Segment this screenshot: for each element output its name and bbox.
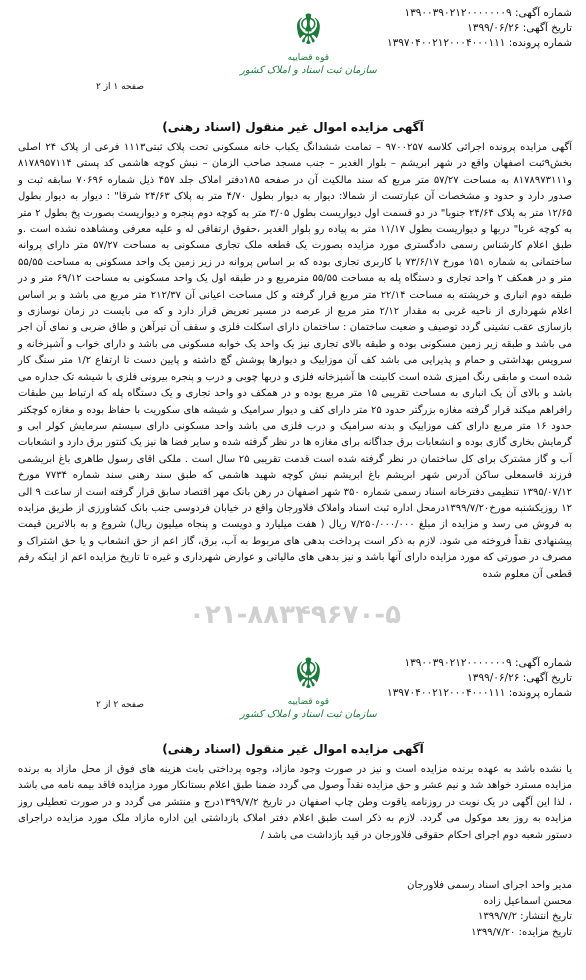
- signature-line: تاریخ مزایده: ۱۳۹۹/۷/۲۰: [471, 926, 572, 938]
- file-number: شماره پرونده: ۱۳۹۷۰۴۰۰۲۱۲۰۰۰۴۰۰۰۱۱۱: [386, 687, 572, 699]
- notice1-meta: [387, 6, 572, 51]
- signature-block: [407, 878, 572, 940]
- emblem-label-organization: سازمان ثبت اسناد و املاک کشور: [240, 709, 377, 720]
- file-number: شماره پرونده: ۱۳۹۷۰۴۰۰۲۱۲۰۰۰۴۰۰۰۱۱۱: [386, 37, 572, 49]
- page-label: صفحه ۲ از ۲: [96, 700, 144, 710]
- judiciary-emblem: [240, 5, 377, 77]
- emblem-label-judiciary: قوه قضاییه: [287, 53, 330, 63]
- emblem-label-judiciary: قوه قضاییه: [287, 697, 330, 707]
- ad-date: تاریخ آگهی: ۱۳۹۹/۰۶/۲۶: [467, 22, 572, 34]
- notice2-body: [18, 762, 572, 844]
- emblem-label-organization: سازمان ثبت اسناد و املاک کشور: [240, 65, 377, 76]
- notice1-paragraph: آگهی مزایده پرونده اجرائی کلاسه ۹۷۰۰۲۵۷ – تمامت ششدانگ یکباب خانه مسکونی تحت پلاک ثبتی۱۱۱۳ فرعی از پلاک ۲۴ اصلی بخش۹ثبت اصفهان واقع در شهر ابریشم – بلوار الغدیر – جنب مسجد صاحب الزمان – نبش کوچه هاشمی کد پستی ۸۱۷۸۹۵۷۱۱۴ و۸۱۷۸۹۷۳۱۱۱ به مساحت ۵۷/۲۷ متر مربع که سند مالکیت آن در صفحه ۱۸۵دفتر املاک جلد ۴۵۷ ذیل شماره ۷۰۶۹۶ سابقه ثبت و صدور دارد و حدود و مشخصات آن عبارتست از شمالا: دیوار به دیوار بطول ۴/۷۰ متر به پلاک ۲۴/۶۳ شرقا" : دیوار به دیوار بطول ۱۲/۶۵ متر به پلاک ۲۴/۶۴ جنوبا" در دو قسمت اول دیواریست بطول ۳/۰۵ متر به کوچه دوم پنجره و دیواریست بصورت پخ بطول ۲ متر به کوچه غربا" دربها و دیواریست بطول ۱۱/۱۷ متر به پیاده رو بلوار الغدیر ،حقوق ارتفاقی له و علیه معرفی ومشاهده نشده است .و طبق اعلام کارشناس رسمی دادگستری مورد مزایده بصورت یک قطعه ملک تجاری مسکونی به مساحت ۵۷/۲۷ متر دارای پروانه ساختمانی به شماره ۱۵۱ مورخ ۷۳/۶/۱۷ با کاربری تجاری بوده که بر اساس پروانه در زیر زمین یک واحد مسکونی به مساحت ۵۵/۵۵ متر و در همکف ۲ واحد تجاری و دستگاه پله به مساحت ۵۵/۵۵ مترمربع و در طبقه اول یک واحد مسکونی به مساحت ۶۹/۱۲ متر و در طبقه دوم انباری و خرپشته به مساحت ۲۲/۱۴ متر مربع قرار گرفته و کل مساحت اعیانی آن ۲۱۲/۳۷ متر مربع می باشد و بر اساس اعلام شهرداری از ناحیه غربی به مقدار ۲/۱۲ متر مربع از عرصه در مسیر تعریض قرار دارد و که می بایست در زمان نوسازی و بازسازی عقب نشینی گردد توصیف و ضعیت ساختمان : ساختمان دارای اسکلت فلزی و سقف آن تیرآهن و طاق ضربی و نمای آن اجر می باشد و طبقه زیر زمین مسکونی بوده و طبقه بالای تجاری نیز یک واحد یک خوابه مسکونی می باشد و دارای خواب و آشپزخانه و سرویس بهداشتی و حمام و پذیرایی می باشد کف آن موزاییک و دیوارها پوشش گچ داشته و پایین دست تا ارتفاع ۱/۲ متر سنگ کار شده است و مابقی رنگ امیزی شده است کابینت ها آشپزخانه فلزی و دربها چوبی و درب و پنجره بیرونی فلزی با شیشه تک جداره می باشد و بالای آن یک انباری به مساحت تقریبی ۱۵ متر مربع بوده و در همکف دو واحد تجاری و یک دستگاه پله که ارتباط بین طبقات رافراهم میکند قرار گرفته مغازه بزرگتر حدود ۲۵ متر دارای کف و دیوار سرامیک و شیشه های سکوریت با حفاظ بوده و مغازه کوچکتر حدود ۱۶ متر مربع دارای کف موزاییک و بدنه سرامیک و درب فلزی می باشد واحد مسکونی دارای سیستم سرمایش کولر ابی و گرمایش بخاری گازی بوده و انشعابات برق جداگانه برای مغازه ها در نظر گرفته شده و سایر فضا ها نیز یک کنتور برق دارد و انشعابات آب و گاز مشترک برای کل ساختمان در نظر گرفته شده است قدمت تقریبی ۲۵ سال است . ملکی اقای رسول طاهری باغ ابریشمی فرزند قاسمعلی ساکن آدرس شهر ابریشم باغ ابریشم نبش کوچه شهید هاشمی که طبق سند رهنی سند شماره ۷۷۳۴ مورخ ۱۳۹۵/۰۷/۱۲ تنظیمی دفترخانه اسناد رسمی شماره ۳۵۰ شهر اصفهان در رهن بانک مهر اقتصاد سابق قرار گرفته است از ساعت ۹ الی ۱۲ روزیکشنبه مورخ۱۳۹۹/۷/۲۰درمحل اداره ثبت اسناد واملاک فلاورجان واقع در خیابان فردوسی جنب بانک کشاورزی از طریق مزایده به فروش می رسد و مزایده از مبلغ ۷/۲۵۰/۰۰۰/۰۰۰ ریال ( هفت میلیارد و دویست و پنجاه میلیون ریال) شروع و به بالاترین قیمت پیشنهادی نقداً فروخته می شود. لازم به ذکر است پرداخت بدهی های مربوط به آب، برق، گاز اعم از حق انشعاب و یا حق اشتراک و مصرف در صورتی که مورد مزایده دارای آنها باشد و نیز بدهی های مالیاتی و عوارض شهرداری و غیره تا تاریخ مزایده اعم از اینکه رقم قطعی آن معلوم شده: [18, 142, 573, 580]
- notice1-body: [18, 140, 572, 583]
- ad-date: تاریخ آگهی: ۱۳۹۹/۰۶/۲۶: [467, 672, 572, 684]
- notice2-meta: [387, 656, 572, 701]
- signature-line: تاریخ انتشار: ۱۳۹۹/۷/۲: [478, 911, 572, 922]
- notice2-paragraph: یا نشده باشد به عهده برنده مزایده است و نیز در صورت وجود مازاد، وجوه پرداختی بابت هزینه های فوق از محل مازاد به برنده مزایده مسترد خواهد شد و نیم عشر و حق مزایده نقداً وصول می گردد ضمنا طبق اعلام بستانکار مورد مزایده فاقد بیمه نامه می باشد ، لذا این آگهی در یک نوبت در روزنامه یاقوت وطن چاپ اصفهان در تاریخ ۱۳۹۹/۷/۲درج و منتشر می گردد و در صورت تعطیلی روز مزایده به روز بعد موکول می گردد. لازم به ذکر است طبق اعلام دفتر املاک بازداشتی این اداره مازاد ملک مورد مزایده دراجرای دستور شعبه دوم اجرای احکام حقوقی فلاورجان در قید بازداشت می باشد /: [18, 764, 573, 841]
- phone-watermark: ۰۲۱-۸۸۳۴۹۶۷۰-۵: [188, 600, 401, 630]
- notice2-title: آگهی مزایده اموال غیر منقول (اسناد رهنی): [162, 742, 424, 756]
- emblem-icon: ☬: [293, 649, 324, 698]
- page-label: صفحه ۱ از ۲: [96, 82, 144, 92]
- ad-number: شماره آگهی: ۱۳۹۰۰۳۹۰۲۱۲۰۰۰۰۰۰۰۹: [404, 657, 572, 669]
- notice1-title: آگهی مزایده اموال غیر منقول (اسناد رهنی): [162, 120, 424, 134]
- signature-line: مدیر واحد اجرای اسناد رسمی فلاورجان: [407, 880, 572, 891]
- emblem-icon: ☬: [293, 5, 324, 54]
- ad-number: شماره آگهی: ۱۳۹۰۰۳۹۰۲۱۲۰۰۰۰۰۰۰۹: [404, 7, 572, 19]
- signature-line: محسن اسماعیل زاده: [483, 895, 572, 907]
- judiciary-emblem: [240, 649, 377, 721]
